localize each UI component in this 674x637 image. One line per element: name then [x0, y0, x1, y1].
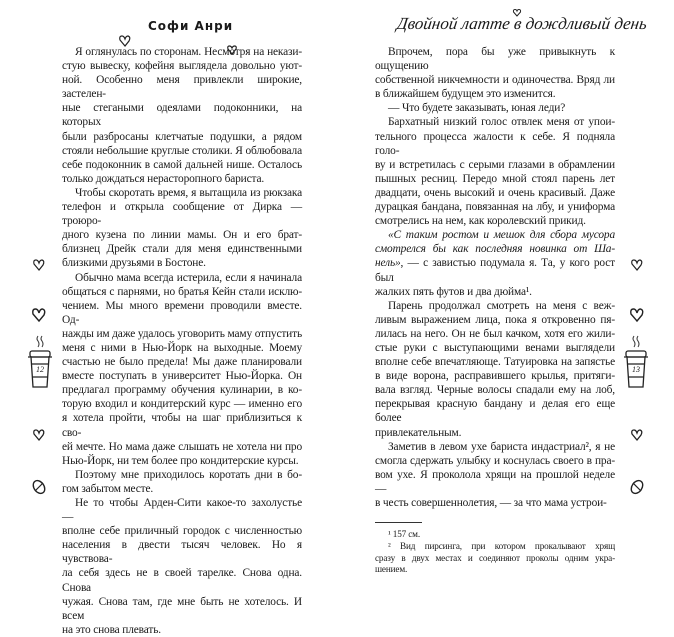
text-line: [62, 341, 302, 355]
text-run: ву и встретилась с серыми глазами в обрамлении: [375, 158, 615, 171]
text-line: [375, 313, 615, 327]
footnote-line: [375, 529, 615, 541]
text-line: [375, 355, 615, 369]
text-run: ной. Особенно меня привлекли широкие, застелен-: [62, 74, 302, 101]
text-run: были разбросаны клетчатые подушки, а рядом: [62, 130, 302, 143]
heart-icon: [630, 428, 644, 442]
text-line: [62, 285, 302, 299]
text-line: [62, 369, 302, 383]
text-run: вполне себе впечатляюще. Татуировка на запястье: [375, 356, 615, 369]
text-line: [375, 341, 615, 355]
coffee-cup-icon: [24, 334, 56, 392]
text-run: ¹ 157 см.: [388, 529, 420, 540]
text-run: Не то чтобы Арден-Сити какое-то захолустье —: [62, 497, 302, 524]
text-run: в ближайшем будущем это изменится.: [375, 88, 556, 101]
text-line: [62, 200, 302, 228]
text-line: [62, 59, 302, 73]
body-text: [62, 45, 302, 637]
text-run: себе подоконник в самой дальней нише. Осталось: [62, 158, 302, 171]
text-run: Чтобы скоротать время, я вытащила из рюкзака: [75, 186, 302, 199]
footnote-line: [375, 541, 615, 553]
text-line: [62, 524, 302, 538]
right-page: [337, 0, 674, 575]
text-run: двадцати, очень высокий и очень красивый. Даже: [375, 186, 615, 199]
text-run: населения в двести тысяч человек. Но я чувствова-: [62, 539, 302, 566]
text-line: [62, 411, 302, 439]
heart-icon: [32, 428, 46, 442]
text-line: [375, 285, 615, 299]
text-run: торую входил и кондитерский курс — именно его: [62, 398, 302, 411]
text-run: чением. Мы много времени проводили вместе. Од-: [62, 299, 302, 326]
footnotes: [375, 529, 615, 576]
text-line: [62, 468, 302, 482]
text-run: вместе поступать в университет Нью-Йорка. Он: [62, 370, 302, 383]
page-number: 13: [632, 365, 640, 374]
coffee-cup-page-number: [620, 334, 652, 392]
text-run: я хотела пройти, чтобы на шаг приблизиться к сво-: [62, 412, 302, 439]
footnote-divider: [375, 522, 422, 523]
body-text: [375, 45, 615, 576]
text-run: меня с ними в Нью-Йорк на выходные. Моему: [62, 341, 302, 354]
text-run: тельного процесса жалости к себе. Я подняла голо-: [375, 130, 615, 157]
text-run: ² Вид пирсинга, при котором прокалывают хрящ: [388, 540, 615, 551]
text-run: чужая. Снова там, где мне быть не хотелось. И всем: [62, 595, 302, 622]
text-line: [62, 256, 302, 270]
text-run: смотрелись на нем, как королевский прикид.: [375, 215, 586, 228]
text-line: [62, 327, 302, 341]
heart-icon: [512, 8, 522, 18]
text-line: [62, 144, 302, 158]
running-head-author: Софи Анри: [148, 19, 234, 33]
text-line: [375, 426, 615, 440]
text-run: Обычно мама всегда истерила, если я начинала: [75, 271, 302, 284]
text-run: дного кузена по линии мамы. Он и его брат-: [62, 229, 302, 242]
text-run: Впрочем, пора бы уже привыкнуть к ощущению: [375, 46, 615, 73]
heart-icon: [226, 44, 238, 56]
text-line: [375, 440, 615, 454]
text-line: [375, 256, 615, 284]
text-line: [62, 45, 302, 59]
text-run: Нью-Йорк, ни тем более про кондитерские курсы.: [62, 454, 299, 467]
text-line: [62, 186, 302, 200]
text-line: [62, 158, 302, 172]
text-run: сразу в двух местах и соединяют проколы одним укра-: [375, 552, 615, 563]
text-run: нажды им даже удалось уговорить маму отпустить: [62, 327, 302, 340]
italic-text: нель»: [375, 257, 401, 270]
text-run: Я оглянулась по сторонам. Несмотря на некази-: [75, 46, 302, 58]
text-line: [375, 214, 615, 228]
text-line: [375, 496, 615, 510]
text-line: [375, 200, 615, 214]
text-line: [375, 73, 615, 87]
footnote-line: [375, 553, 615, 565]
text-line: [375, 327, 615, 341]
coffee-bean-icon: [629, 479, 645, 495]
text-run: близнец Дрейк стали для меня единственными: [62, 243, 302, 256]
text-line: [62, 623, 302, 637]
text-run: ла себя здесь не в своей тарелке. Снова одна. Снова: [62, 567, 302, 594]
coffee-bean-icon: [31, 479, 47, 495]
text-run: смогла сдержать улыбку и коснулась своего в пра-: [375, 454, 615, 467]
text-run: жалких пять футов и два дюйма¹.: [375, 285, 532, 298]
heart-icon: [118, 34, 132, 48]
text-run: только дождаться нерасторопного бариста.: [62, 172, 265, 185]
text-line: [62, 538, 302, 566]
text-run: собственной никчемности и одиночества. Вряд ли: [375, 74, 615, 87]
text-run: вполне себе приличный городок с численностью: [62, 525, 302, 538]
text-line: [375, 383, 615, 397]
text-line: [375, 101, 615, 115]
text-run: счастью не было предела! Мы даже планировали: [62, 356, 302, 369]
footnote-line: [375, 564, 615, 576]
text-line: [62, 595, 302, 623]
italic-text: смотрелся бы как последняя новинка от Ша-: [375, 243, 615, 256]
running-head-title: Двойной латте в дождливый день: [395, 14, 649, 33]
text-line: [62, 496, 302, 524]
heart-icon: [32, 258, 46, 272]
text-run: Бархатный низкий голос отвлек меня от упои-: [388, 116, 615, 129]
text-line: [62, 482, 302, 496]
coffee-cup-icon: [620, 334, 652, 392]
text-run: лилась на него. Он не был качком, хотя его жили-: [375, 327, 615, 340]
text-run: в виде ворона, расправившего крылья, притяги-: [375, 370, 615, 383]
text-line: [62, 228, 302, 242]
text-line: [62, 172, 302, 186]
text-line: [375, 158, 615, 172]
text-line: [375, 115, 615, 129]
text-line: [62, 566, 302, 594]
text-run: перекрывая красную бандану и делая его еще более: [375, 398, 615, 425]
text-run: вала взгляд. Черные волосы спадали ему на лоб,: [375, 384, 615, 397]
text-line: [375, 242, 615, 256]
text-run: Поэтому мне приходилось коротать дни в бо-: [75, 468, 302, 481]
text-line: [62, 242, 302, 256]
text-line: [375, 369, 615, 383]
text-run: Заметив в левом ухе бариста индастриал², я не: [388, 440, 615, 453]
text-line: [375, 228, 615, 242]
left-page: [0, 0, 337, 636]
text-line: [375, 299, 615, 313]
text-line: [62, 355, 302, 369]
text-run: на это снова плевать.: [62, 623, 161, 636]
text-run: вом ухе. Я проколола хрящи на прошлой неделе —: [375, 468, 615, 495]
text-line: [375, 454, 615, 468]
text-run: — Что будете заказывать, юная леди?: [388, 102, 566, 115]
text-line: [62, 383, 302, 397]
text-run: ей мечте. Но мама даже слышать не хотела ни про: [62, 440, 302, 453]
text-run: предлагал программу обучения кулинарии, в ко-: [62, 384, 302, 397]
text-line: [62, 440, 302, 454]
italic-text: «С таким ростом и мешок для сбора мусора: [388, 229, 615, 242]
text-run: дурацкая бандана, повязанная на лбу, и униформа: [375, 201, 615, 214]
text-run: , — с завистью подумала я. Та, у кого рост был: [375, 257, 615, 284]
text-run: стые руки с выступающими венами выглядели: [375, 341, 615, 354]
page-number: 12: [36, 365, 44, 374]
heart-icon: [31, 307, 47, 323]
text-run: общаться с парнями, но братья Кейн стали исклю-: [62, 285, 302, 298]
text-run: Парень продолжал смотреть на меня с веж-: [388, 299, 615, 312]
text-line: [62, 130, 302, 144]
text-run: телефон и открыла сообщение от Дирка — троюро-: [62, 201, 302, 228]
main-text: [375, 45, 615, 510]
text-line: [375, 397, 615, 425]
text-line: [62, 397, 302, 411]
text-run: шением.: [375, 564, 408, 575]
text-line: [62, 454, 302, 468]
text-run: ные стегаными одеялами подоконники, на которых: [62, 102, 302, 129]
text-line: [375, 130, 615, 158]
text-line: [375, 172, 615, 186]
text-line: [375, 87, 615, 101]
coffee-cup-page-number: [24, 334, 56, 392]
text-run: в честь совершеннолетия, — за что мама устрои-: [375, 497, 607, 509]
text-line: [62, 299, 302, 327]
text-line: [62, 271, 302, 285]
text-line: [375, 186, 615, 200]
heart-icon: [630, 258, 644, 272]
text-run: пышных ресниц. Передо мной стоял парень лет: [375, 172, 615, 185]
text-line: [62, 73, 302, 101]
text-run: близкими друзьями в Бостоне.: [62, 257, 206, 270]
text-run: стояли небольшие круглые столики. Я облюбовала: [62, 144, 302, 157]
text-run: привлекательным.: [375, 426, 462, 439]
text-line: [375, 468, 615, 496]
text-line: [62, 101, 302, 129]
text-run: гом забытом месте.: [62, 482, 154, 495]
text-run: стую вывеску, кофейня выглядела довольно уют-: [62, 60, 302, 73]
heart-icon: [629, 307, 645, 323]
text-line: [375, 45, 615, 73]
text-run: ливым выражением лица, пока я откровенно пя-: [375, 313, 615, 326]
